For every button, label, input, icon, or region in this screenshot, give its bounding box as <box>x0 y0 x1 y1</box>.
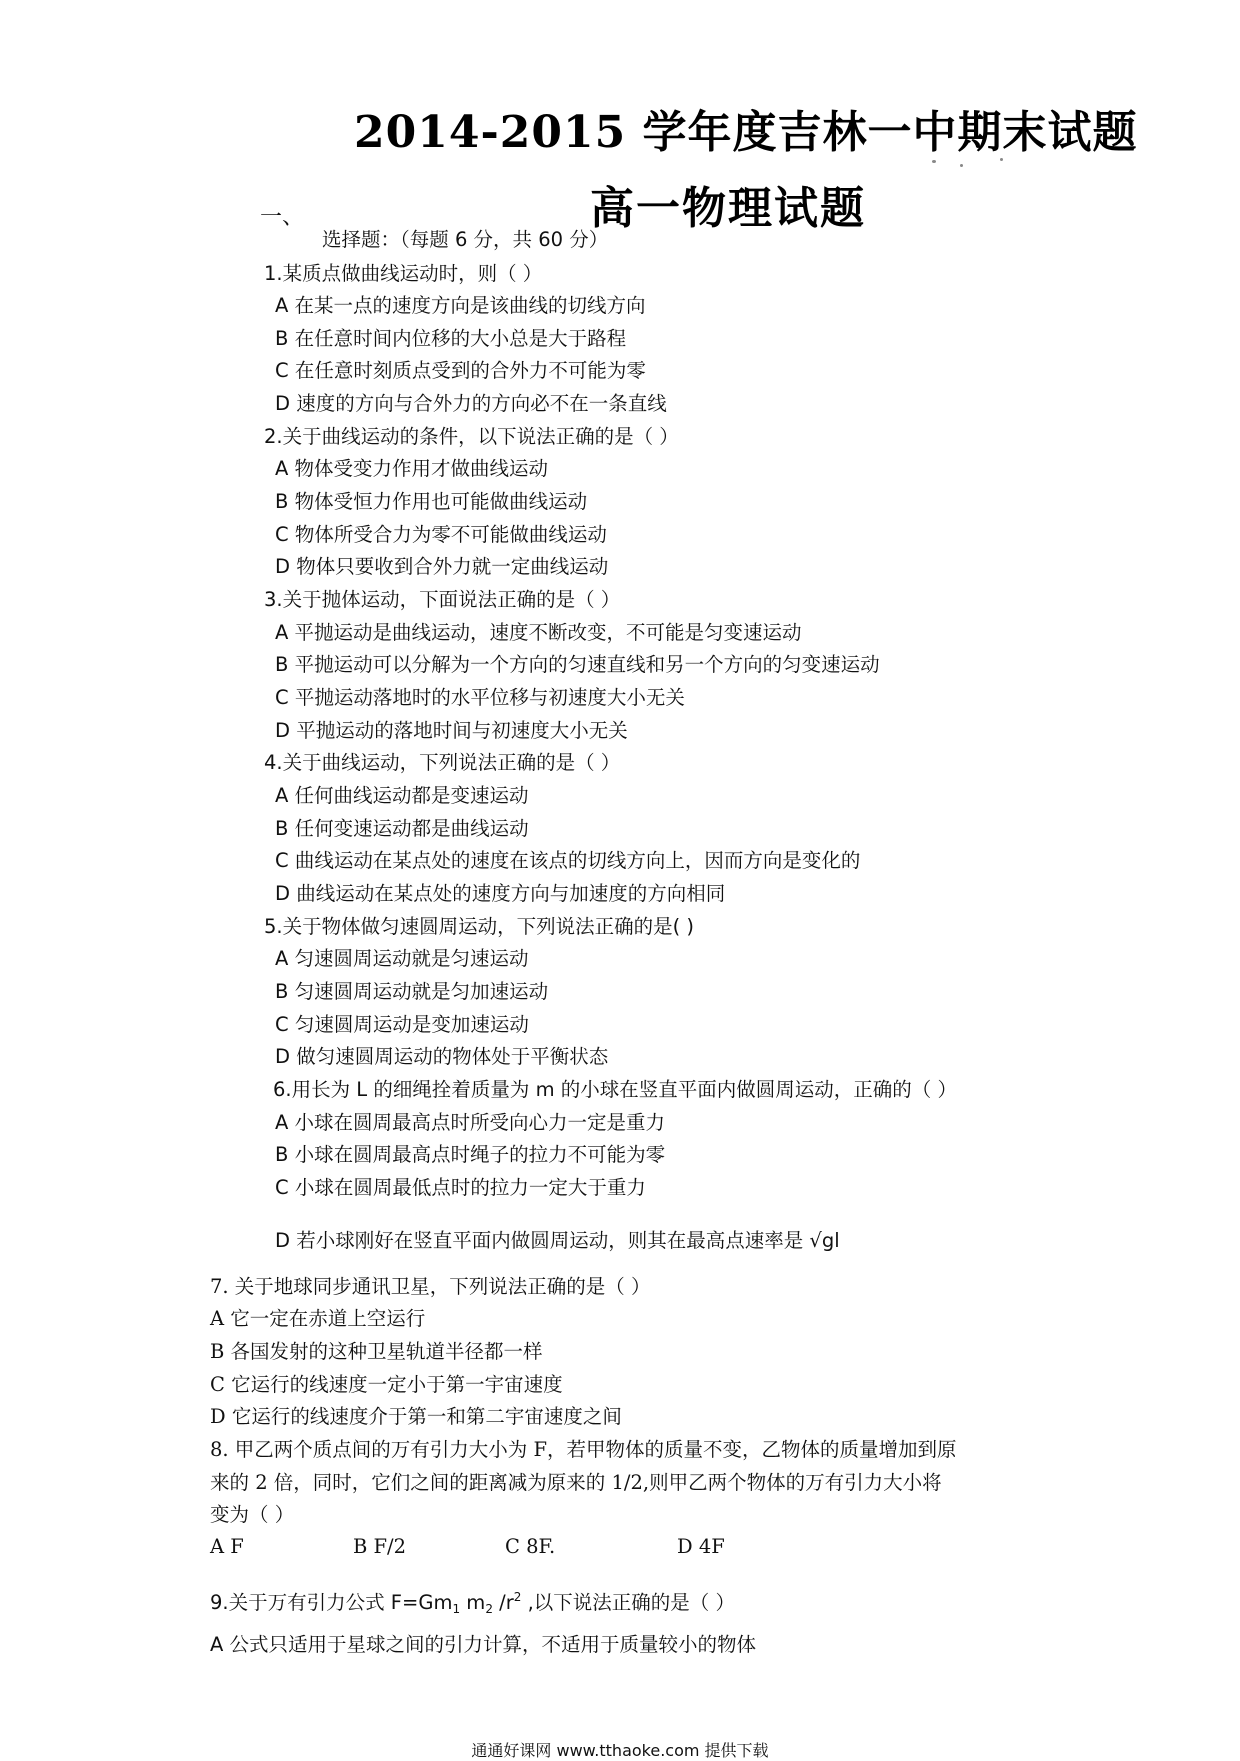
question-5-option-c: C 匀速圆周运动是变加速运动 <box>275 1013 529 1036</box>
question-6-option-c: C 小球在圆周最低点时的拉力一定大于重力 <box>275 1176 646 1199</box>
formula-subscript-1: 1 <box>452 1602 461 1616</box>
question-4-option-a: A 任何曲线运动都是变速运动 <box>275 784 529 807</box>
formula-superscript: 2 <box>513 1590 522 1604</box>
question-2-option-d: D 物体只要收到合外力就一定曲线运动 <box>275 555 609 578</box>
question-1-stem: 1.某质点做曲线运动时，则（ ） <box>264 262 543 285</box>
question-7-option-b: B 各国发射的这种卫星轨道半径都一样 <box>210 1340 543 1363</box>
question-2-option-a: A 物体受变力作用才做曲线运动 <box>275 457 549 480</box>
question-8-option-a: A F <box>210 1535 244 1558</box>
question-9-stem <box>210 1585 735 1621</box>
question-1-option-d: D 速度的方向与合外力的方向必不在一条直线 <box>275 392 667 415</box>
question-5-option-d: D 做匀速圆周运动的物体处于平衡状态 <box>275 1045 609 1068</box>
question-5-option-a: A 匀速圆周运动就是匀速运动 <box>275 947 529 970</box>
question-8-option-c: C 8F. <box>505 1535 556 1558</box>
question-7-stem: 7. 关于地球同步通讯卫星，下列说法正确的是（ ） <box>210 1275 651 1298</box>
scan-speck <box>932 160 936 163</box>
question-7-option-d: D 它运行的线速度介于第一和第二宇宙速度之间 <box>210 1405 622 1428</box>
exam-title: 2014-2015 学年度吉林一中期末试题 <box>354 107 1138 158</box>
question-5-stem: 5.关于物体做匀速圆周运动，下列说法正确的是( ) <box>264 915 695 938</box>
question-1-option-c: C 在任意时刻质点受到的合外力不可能为零 <box>275 359 646 382</box>
question-9-stem-radius: /r <box>492 1591 514 1614</box>
question-1-option-b: B 在任意时间内位移的大小总是大于路程 <box>275 327 627 350</box>
question-3-option-c: C 平抛运动落地时的水平位移与初速度大小无关 <box>275 686 685 709</box>
question-8-option-b: B F/2 <box>353 1535 407 1558</box>
question-5-option-b: B 匀速圆周运动就是匀加速运动 <box>275 980 549 1003</box>
question-9-stem-mass: m <box>460 1591 486 1614</box>
question-7-option-c: C 它运行的线速度一定小于第一宇宙速度 <box>210 1373 563 1396</box>
formula-subscript-2: 2 <box>485 1602 493 1616</box>
question-9-stem-text: 9.关于万有引力公式 F=Gm <box>210 1591 453 1614</box>
scan-speck <box>1000 158 1003 161</box>
question-7-option-a: A 它一定在赤道上空运行 <box>210 1307 426 1330</box>
question-2-stem: 2.关于曲线运动的条件，以下说法正确的是（ ） <box>264 425 679 448</box>
question-8-option-d: D 4F <box>677 1535 725 1558</box>
question-2-option-b: B 物体受恒力作用也可能做曲线运动 <box>275 490 588 513</box>
question-4-stem: 4.关于曲线运动，下列说法正确的是（ ） <box>264 751 621 774</box>
question-9-option-a: A 公式只适用于星球之间的引力计算，不适用于质量较小的物体 <box>210 1633 757 1656</box>
question-3-option-b: B 平抛运动可以分解为一个方向的匀速直线和另一个方向的匀变速运动 <box>275 653 880 676</box>
question-4-option-d: D 曲线运动在某点处的速度方向与加速度的方向相同 <box>275 882 726 905</box>
question-6-stem: 6.用长为 L 的细绳拴着质量为 m 的小球在竖直平面内做圆周运动，正确的（ ） <box>273 1078 957 1101</box>
exam-subtitle: 高一物理试题 <box>590 183 866 234</box>
question-6-option-a: A 小球在圆周最高点时所受向心力一定是重力 <box>275 1111 666 1134</box>
question-8-stem-line-2: 来的 2 倍，同时，它们之间的距离减为原来的 1/2,则甲乙两个物体的万有引力大小将 <box>210 1471 942 1494</box>
question-6-option-d: D 若小球刚好在竖直平面内做圆周运动，则其在最高点速率是 √gl <box>275 1229 840 1252</box>
question-8-stem-line-3: 变为（ ） <box>210 1503 295 1526</box>
question-4-option-b: B 任何变速运动都是曲线运动 <box>275 817 529 840</box>
footer-download-notice: 通通好课网 www.tthaoke.com 提供下载 <box>471 1741 769 1760</box>
question-3-option-a: A 平抛运动是曲线运动，速度不断改变，不可能是匀变速运动 <box>275 621 802 644</box>
question-3-option-d: D 平抛运动的落地时间与初速度大小无关 <box>275 719 628 742</box>
question-6-option-b: B 小球在圆周最高点时绳子的拉力不可能为零 <box>275 1143 666 1166</box>
question-1-option-a: A 在某一点的速度方向是该曲线的切线方向 <box>275 294 646 317</box>
section-heading: 选择题：（每题 6 分，共 60 分） <box>322 228 609 251</box>
question-8-stem-line-1: 8. 甲乙两个质点间的万有引力大小为 F，若甲物体的质量不变，乙物体的质量增加到原 <box>210 1438 957 1461</box>
question-2-option-c: C 物体所受合力为零不可能做曲线运动 <box>275 523 607 546</box>
scan-speck <box>960 164 963 167</box>
question-9-stem-end: ,以下说法正确的是（ ） <box>521 1591 735 1614</box>
section-number: 一、 <box>260 205 305 230</box>
question-3-stem: 3.关于抛体运动，下面说法正确的是（ ） <box>264 588 621 611</box>
question-4-option-c: C 曲线运动在某点处的速度在该点的切线方向上，因而方向是变化的 <box>275 849 861 872</box>
